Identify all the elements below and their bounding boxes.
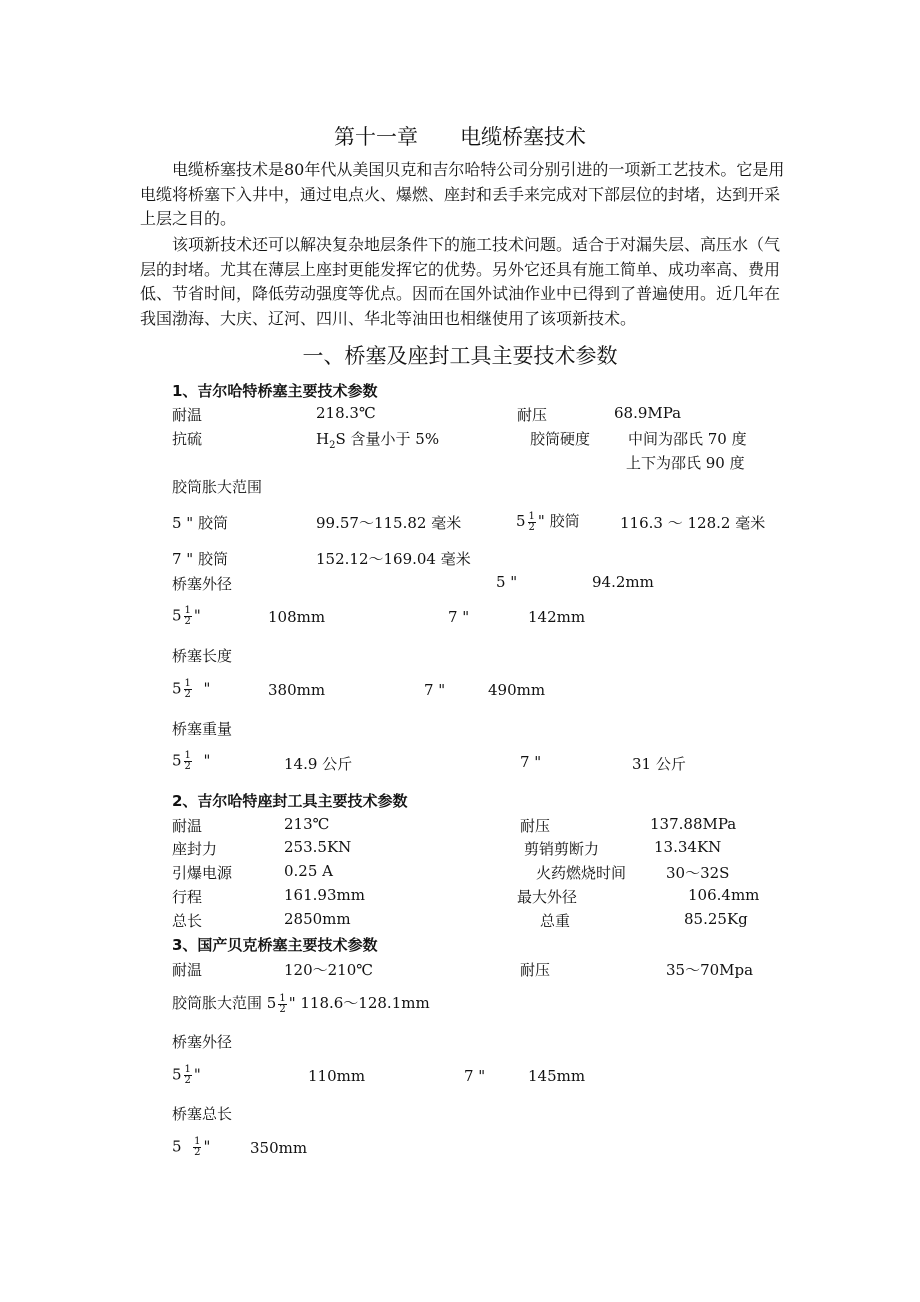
sub2-burn-value: 30～32S <box>666 864 730 882</box>
sub1-expand-55-label: 5 $\frac{1}{2}$ " 胶筒 <box>516 510 580 533</box>
sub1-press-label: 耐压 <box>517 406 548 424</box>
intro-paragraph-1: 电缆桥塞技术是80年代从美国贝克和吉尔哈特公司分别引进的一项新工艺技术。它是用电缆将桥塞下入井中，通过电点火、爆燃、座封和丢手来完成对下部层位的封堵，达到开采上层之目的。 <box>140 160 785 228</box>
sub2-heading: 2、吉尔哈特座封工具主要技术参数 <box>172 792 408 810</box>
fraction-half: $\frac{1}{2}$ <box>528 510 535 533</box>
sub1-expand-55-value: 116.3 ～ 128.2 毫米 <box>620 514 766 532</box>
sub2-temp-label: 耐温 <box>172 817 203 835</box>
sub2-maxod-label: 最大外径 <box>517 888 578 906</box>
sub1-od-7-label: 7 " <box>448 608 470 626</box>
sub1-od-5-value: 94.2mm <box>592 573 654 591</box>
sub3-od-7-label: 7 " <box>464 1067 486 1085</box>
sub1-press-value: 68.9MPa <box>614 404 682 422</box>
sub1-expand-label: 胶筒胀大范围 <box>172 478 263 496</box>
sub1-heading: 1、吉尔哈特桥塞主要技术参数 <box>172 382 378 400</box>
sub1-weight-7-label: 7 " <box>520 753 542 771</box>
sub1-od-7-value: 142mm <box>528 608 586 626</box>
sub1-length-55-value: 380mm <box>268 681 326 699</box>
sub3-length-55-value: 350mm <box>250 1139 308 1157</box>
sub2-burn-label: 火药燃烧时间 <box>536 864 627 882</box>
sub2-shear-value: 13.34KN <box>654 838 722 856</box>
sub3-heading: 3、国产贝克桥塞主要技术参数 <box>172 936 378 954</box>
sub3-temp-value: 120～210℃ <box>284 961 374 979</box>
sub1-temp-label: 耐温 <box>172 406 203 424</box>
sub1-od-label: 桥塞外径 <box>172 575 233 593</box>
sub1-od-55-value: 108mm <box>268 608 326 626</box>
sub2-force-label: 座封力 <box>172 840 218 858</box>
sub2-press-value: 137.88MPa <box>650 815 737 833</box>
sub2-force-value: 253.5KN <box>284 838 352 856</box>
sub2-stroke-value: 161.93mm <box>284 886 365 904</box>
sub1-length-7-label: 7 " <box>424 681 446 699</box>
sub1-od-5-label: 5 " <box>496 573 518 591</box>
sub1-weight-label: 桥塞重量 <box>172 720 233 738</box>
sub1-temp-value: 218.3℃ <box>316 404 376 422</box>
sub3-length-55-label: 5 $\frac{1}{2}$ " <box>172 1136 211 1158</box>
fraction-half: $\frac{1}{2}$ <box>184 750 191 772</box>
sub1-od-55-label: 5 $\frac{1}{2}$ " <box>172 605 201 627</box>
sub1-hardness-ends: 上下为邵氏 90 度 <box>626 454 745 472</box>
sub1-length-7-value: 490mm <box>488 681 546 699</box>
sub1-expand-5-label: 5 " 胶筒 <box>172 514 228 532</box>
sub2-power-value: 0.25 A <box>284 862 333 880</box>
sub1-length-55-label: 5 $\frac{1}{2}$ " <box>172 678 211 700</box>
sub1-hardness-label: 胶筒硬度 <box>530 430 591 448</box>
sub1-expand-7-label: 7 " 胶筒 <box>172 550 228 568</box>
sub3-temp-label: 耐温 <box>172 961 203 979</box>
sub1-expand-7-value: 152.12～169.04 毫米 <box>316 550 471 568</box>
sub2-weight-value: 85.25Kg <box>684 910 748 928</box>
sub3-expand-row: 胶筒胀大范围 5 $\frac{1}{2}$ " 118.6～128.1mm <box>172 992 430 1015</box>
sub1-expand-5-value: 99.57～115.82 毫米 <box>316 514 462 532</box>
sub1-hardness-middle: 中间为邵氏 70 度 <box>628 430 747 448</box>
sub1-sulfur-value: $H_2S$ 含量小于 5% <box>316 430 440 451</box>
sub2-length-label: 总长 <box>172 912 203 930</box>
sub2-temp-value: 213℃ <box>284 815 330 833</box>
sub1-weight-55-label: 5 $\frac{1}{2}$ " <box>172 750 211 772</box>
sub2-press-label: 耐压 <box>520 817 551 835</box>
intro-paragraph-2: 该项新技术还可以解决复杂地层条件下的施工技术问题。适合于对漏失层、高压水（气层的封堵。尤其在薄层上座封更能发挥它的优势。另外它还具有施工简单、成功率高、费用低、节省时间，降低劳动强度等优点。因而在国外试油作业中已得到了普遍使用。近几年在我国渤海、大庆、辽河、四川、华北等油田也相继使用了该项新技术。 <box>140 235 781 328</box>
sub2-length-value: 2850mm <box>284 910 351 928</box>
sub1-weight-55-value: 14.9 公斤 <box>284 755 353 773</box>
fraction-half: $\frac{1}{2}$ <box>279 992 286 1015</box>
sub1-length-label: 桥塞长度 <box>172 647 233 665</box>
sub2-stroke-label: 行程 <box>172 888 203 906</box>
sub3-press-label: 耐压 <box>520 961 551 979</box>
sub2-weight-label: 总重 <box>540 912 571 930</box>
sub3-press-value: 35～70Mpa <box>666 961 754 979</box>
section-title: 一、桥塞及座封工具主要技术参数 <box>302 344 618 368</box>
fraction-half: $\frac{1}{2}$ <box>194 1136 201 1158</box>
sub2-shear-label: 剪销剪断力 <box>524 840 600 858</box>
sub1-weight-7-value: 31 公斤 <box>632 755 686 773</box>
fraction-half: $\frac{1}{2}$ <box>184 678 191 700</box>
sub1-sulfur-label: 抗硫 <box>172 430 203 448</box>
fraction-half: $\frac{1}{2}$ <box>184 605 191 627</box>
sub2-power-label: 引爆电源 <box>172 864 233 882</box>
sub3-od-7-value: 145mm <box>528 1067 586 1085</box>
sub2-maxod-value: 106.4mm <box>688 886 760 904</box>
sub3-length-label: 桥塞总长 <box>172 1105 233 1123</box>
sub3-od-55-value: 110mm <box>308 1067 366 1085</box>
fraction-half: $\frac{1}{2}$ <box>184 1064 191 1086</box>
sub3-od-label: 桥塞外径 <box>172 1033 233 1051</box>
chapter-title: 第十一章 电缆桥塞技术 <box>334 125 586 149</box>
sub3-od-55-label: 5 $\frac{1}{2}$ " <box>172 1064 201 1086</box>
